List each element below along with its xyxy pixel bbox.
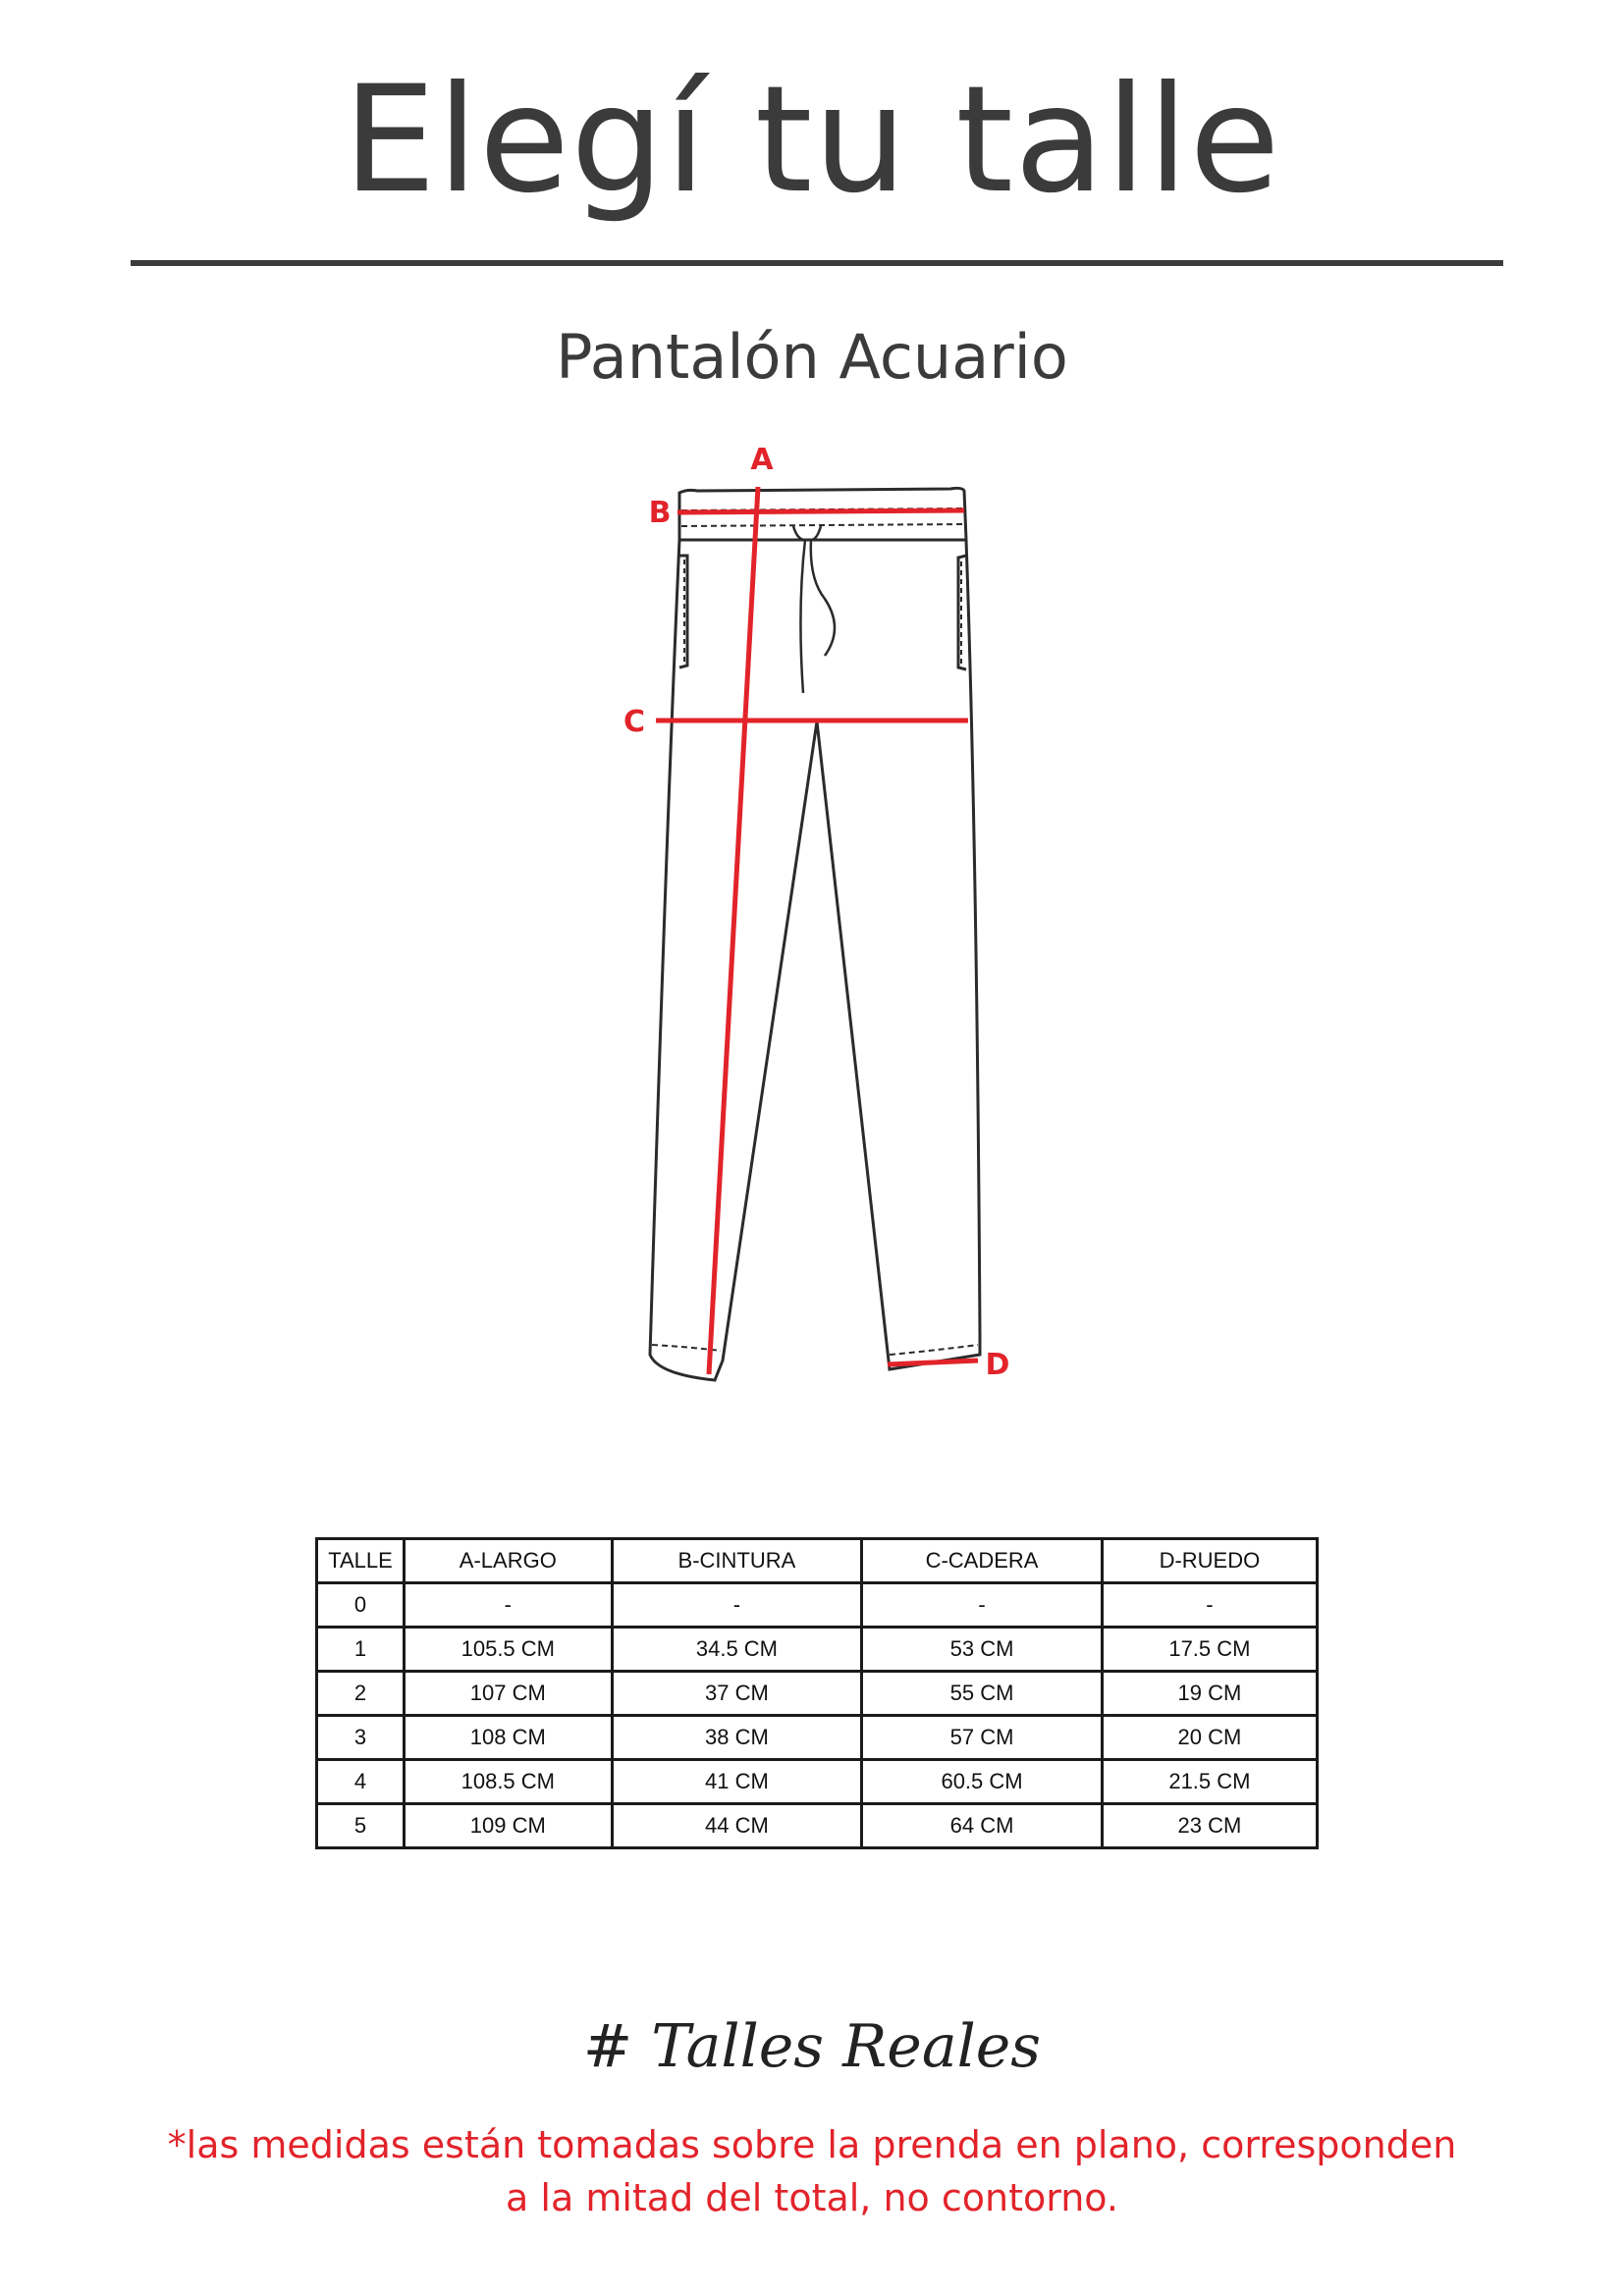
cell-talle: 1 bbox=[317, 1628, 405, 1672]
measure-line-a bbox=[709, 487, 758, 1374]
header-cadera: C-CADERA bbox=[862, 1539, 1103, 1583]
table-row bbox=[317, 1804, 1318, 1848]
cell-cintura: 38 CM bbox=[612, 1716, 862, 1760]
cell-largo: 109 CM bbox=[405, 1804, 613, 1848]
pants-diagram bbox=[589, 432, 1041, 1404]
cell-talle: 2 bbox=[317, 1672, 405, 1716]
label-a: A bbox=[750, 443, 774, 477]
cell-ruedo: 19 CM bbox=[1102, 1672, 1317, 1716]
note-line-2: a la mitad del total, no contorno. bbox=[506, 2176, 1118, 2219]
table-row bbox=[317, 1760, 1318, 1804]
page-title: Elegí tu talle bbox=[343, 55, 1281, 226]
cell-cadera: 57 CM bbox=[862, 1716, 1103, 1760]
cell-ruedo: 23 CM bbox=[1102, 1804, 1317, 1848]
cell-ruedo: - bbox=[1102, 1583, 1317, 1628]
cell-cadera: 64 CM bbox=[862, 1804, 1103, 1848]
cell-ruedo: 17.5 CM bbox=[1102, 1628, 1317, 1672]
cell-cintura: - bbox=[612, 1583, 862, 1628]
cell-talle: 5 bbox=[317, 1804, 405, 1848]
cell-largo: - bbox=[405, 1583, 613, 1628]
hashtag-talles-reales: # Talles Reales bbox=[582, 2012, 1042, 2081]
header-talle: TALLE bbox=[317, 1539, 405, 1583]
cell-ruedo: 20 CM bbox=[1102, 1716, 1317, 1760]
cell-talle: 3 bbox=[317, 1716, 405, 1760]
header-ruedo: D-RUEDO bbox=[1102, 1539, 1317, 1583]
header-largo: A-LARGO bbox=[405, 1539, 613, 1583]
cell-cintura: 44 CM bbox=[612, 1804, 862, 1848]
cell-cadera: 53 CM bbox=[862, 1628, 1103, 1672]
title-divider bbox=[131, 260, 1503, 266]
table-row bbox=[317, 1716, 1318, 1760]
measure-line-d bbox=[888, 1361, 978, 1364]
table-row bbox=[317, 1672, 1318, 1716]
cell-talle: 0 bbox=[317, 1583, 405, 1628]
cell-cintura: 41 CM bbox=[612, 1760, 862, 1804]
cell-largo: 105.5 CM bbox=[405, 1628, 613, 1672]
cell-cadera: - bbox=[862, 1583, 1103, 1628]
cell-largo: 108 CM bbox=[405, 1716, 613, 1760]
label-b: B bbox=[648, 496, 672, 530]
measure-line-b bbox=[677, 510, 964, 512]
note-line-1: *las medidas están tomadas sobre la prenda en plano, corresponden bbox=[167, 2123, 1457, 2166]
measurement-note bbox=[0, 2118, 1624, 2224]
cell-largo: 108.5 CM bbox=[405, 1760, 613, 1804]
cell-cadera: 60.5 CM bbox=[862, 1760, 1103, 1804]
label-d: D bbox=[985, 1348, 1010, 1382]
pants-outline bbox=[650, 488, 980, 1380]
product-name: Pantalón Acuario bbox=[556, 321, 1068, 393]
cell-cadera: 55 CM bbox=[862, 1672, 1103, 1716]
table-row bbox=[317, 1583, 1318, 1628]
size-table bbox=[315, 1537, 1319, 1849]
label-c: C bbox=[623, 705, 646, 739]
header-cintura: B-CINTURA bbox=[612, 1539, 862, 1583]
cell-talle: 4 bbox=[317, 1760, 405, 1804]
cell-cintura: 34.5 CM bbox=[612, 1628, 862, 1672]
cell-ruedo: 21.5 CM bbox=[1102, 1760, 1317, 1804]
table-header-row bbox=[317, 1539, 1318, 1583]
table-row bbox=[317, 1628, 1318, 1672]
cell-largo: 107 CM bbox=[405, 1672, 613, 1716]
pants-illustration bbox=[589, 432, 1041, 1404]
cell-cintura: 37 CM bbox=[612, 1672, 862, 1716]
measurement-lines bbox=[656, 487, 978, 1374]
